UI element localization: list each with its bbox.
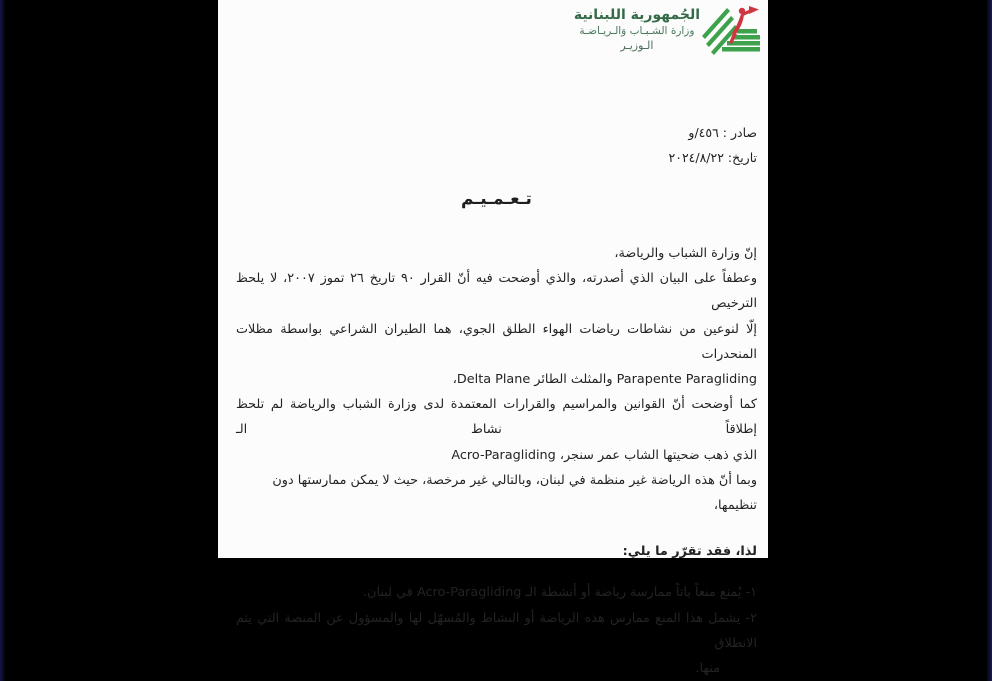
scanned-document-page — [218, 0, 768, 677]
decision-item-1: ١- يُمنع منعاً باتاً ممارسة رياضة أو أنشطة الـ Acro-Paragliding في لبنان. — [363, 585, 757, 601]
decision-item-2-continuation: منها. — [695, 661, 720, 677]
document-body — [236, 241, 757, 681]
letterhead — [574, 3, 762, 55]
ministry-name: وزارة الشـبـاب وَالـريـاضـة — [579, 25, 695, 37]
ministry-emblem-icon — [702, 3, 762, 55]
reference-block — [669, 120, 757, 170]
minister-title: الـوزيـر — [620, 39, 654, 52]
body-line: Parapente Paragliding والمثلث الطائر Delta Plane، — [452, 372, 757, 388]
body-line: إنّ وزارة الشباب والرياضة، — [614, 246, 757, 261]
body-line: وبما أنّ هذه الرياضة غير منظمة في لبنان، وبالتالي غير مرخصة، حيث لا يمكن ممارستها دون تنظيمها، — [272, 472, 757, 514]
body-line: الذي ذهب ضحيتها الشاب عمر سنجر، Acro-Paragliding — [451, 447, 757, 463]
document-title: تـعـمـيـم — [461, 189, 532, 209]
republic-name: الجُمهورية اللبنانية — [573, 7, 700, 23]
decision-item-2: ٢- يشمل هذا المنع ممارس هذه الرياضة أو النشاط والمُسهّل لها والمسؤول عن المنصة التي يتم الانطلاق — [236, 610, 757, 651]
decision-heading: لذا، فقد تقرّر ما يلي: — [622, 544, 757, 560]
body-line: إلّا لنوعين من نشاطات رياضات الهواء الطلق الجوي، هما الطيران الشراعي بواسطة مظلات المنحدرات — [236, 321, 757, 362]
issued-number: صادر : ٤٥٦/و — [688, 125, 757, 140]
body-line: وعطفاً على البيان الذي أصدرته، والذي أوضحت فيه أنّ القرار ٩٠ تاريخ ٢٦ تموز ٢٠٠٧، لا يلحظ الترخيص — [236, 271, 758, 312]
body-line: كما أوضحت أنّ القوانين والمراسيم والقرارات المعتمدة لدى وزارة الشباب والرياضة لم تلحظ إطلاقاً نشاط الـ — [236, 397, 757, 438]
issued-date: تاريخ: ٢٠٢٤/٨/٢٢ — [668, 150, 757, 165]
